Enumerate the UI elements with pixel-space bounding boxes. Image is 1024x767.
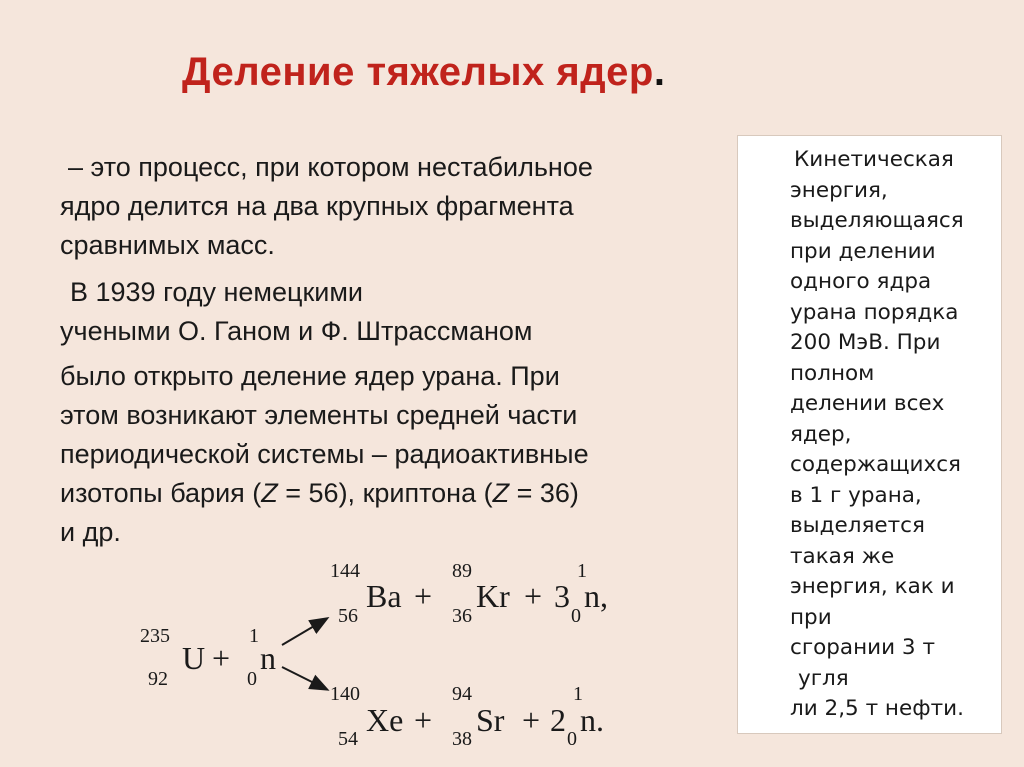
neutron-coef-2: 2 — [550, 702, 566, 738]
plus-sign-2: + — [414, 578, 433, 614]
ba-charge: 56 — [338, 605, 358, 627]
discovery-line-2: этом возникают элементы средней части — [60, 400, 578, 430]
side-line-16: при — [790, 604, 832, 630]
definition-line-2: ядро делится на два крупных фрагмента — [60, 191, 574, 221]
side-line-12: в 1 г урана, — [790, 482, 922, 508]
side-note-box — [737, 135, 1002, 734]
sr-symbol: Sr — [476, 702, 505, 738]
ba-mass: 144 — [330, 560, 360, 582]
n-out-1-charge: 0 — [571, 605, 581, 627]
z-symbol-2: Z — [492, 478, 510, 508]
n-out-2-symbol: n. — [580, 702, 604, 738]
plus-sign-5: + — [522, 702, 541, 738]
n-out-2-charge: 0 — [567, 728, 577, 750]
neutron-coef-1: 3 — [554, 578, 570, 614]
n-in-charge: 0 — [247, 668, 257, 690]
sr-mass: 94 — [452, 683, 472, 705]
isotopes-line — [60, 474, 750, 513]
main-text-block — [60, 148, 750, 552]
side-line-17: сгорании 3 т — [790, 635, 935, 660]
side-line-4: при делении — [790, 238, 936, 264]
u-mass-number: 235 — [140, 625, 170, 647]
plus-sign-3: + — [524, 578, 543, 614]
title-text: Деление тяжелых ядер — [182, 50, 654, 94]
side-line-5: одного ядра — [790, 269, 932, 294]
kr-symbol: Kr — [476, 578, 510, 614]
side-line-1: Кинетическая — [794, 147, 954, 172]
side-line-2: энергия, — [790, 177, 888, 203]
isotopes-mid-1: = 56), криптона ( — [277, 478, 493, 508]
discovery-line-3: периодической системы – радиоактивные — [60, 439, 589, 469]
side-line-9: делении всех — [790, 391, 945, 416]
kr-mass: 89 — [452, 560, 472, 582]
side-line-13: выделяется — [790, 513, 925, 538]
upper-arrow — [282, 619, 326, 645]
z-symbol-1: Z — [261, 478, 278, 508]
side-note-text — [790, 145, 964, 725]
kr-charge: 36 — [452, 605, 472, 627]
isotopes-mid-2: = 36) — [509, 478, 579, 508]
lower-arrow — [282, 667, 326, 689]
u-charge-number: 92 — [148, 668, 168, 690]
u-symbol: U — [182, 640, 206, 676]
plus-sign-4: + — [414, 702, 433, 738]
fission-reaction-equation — [130, 555, 630, 755]
side-line-6: урана порядка — [790, 299, 959, 325]
slide-title — [182, 50, 665, 95]
ba-symbol: Ba — [366, 578, 402, 614]
side-line-19: ли 2,5 т нефти. — [790, 696, 964, 721]
n-out-1-mass: 1 — [577, 560, 587, 582]
xe-symbol: Xe — [366, 702, 404, 738]
n-in-symbol: n — [260, 640, 276, 676]
side-line-8: полном — [790, 360, 875, 386]
definition-line-3: сравнимых масс. — [60, 230, 275, 260]
n-out-2-mass: 1 — [573, 683, 583, 705]
side-line-10: ядер, — [790, 421, 852, 447]
discovery-paragraph — [60, 357, 750, 552]
xe-mass: 140 — [330, 683, 360, 705]
n-out-1-symbol: n, — [584, 578, 608, 614]
history-paragraph — [60, 273, 750, 351]
last-line: и др. — [60, 517, 121, 547]
definition-paragraph — [60, 148, 750, 265]
history-line-1: В 1939 году немецкими — [70, 277, 364, 307]
side-line-11: содержащихся — [790, 452, 961, 477]
title-period: . — [653, 50, 666, 94]
side-line-3: выделяющаяся — [790, 208, 964, 233]
definition-line-1: – это процесс, при котором нестабильное — [68, 152, 593, 182]
discovery-line-1: было открыто деление ядер урана. При — [60, 361, 560, 391]
isotopes-before: изотопы бария ( — [60, 478, 262, 508]
side-line-15: энергия, как и — [790, 574, 955, 599]
n-in-mass: 1 — [249, 625, 259, 647]
side-line-14: такая же — [790, 543, 895, 569]
plus-sign-1: + — [212, 640, 231, 676]
side-line-18: угля — [798, 665, 849, 691]
sr-charge: 38 — [452, 728, 472, 750]
side-line-7: 200 МэВ. При — [790, 330, 941, 355]
history-line-2: учеными О. Ганом и Ф. Штрассманом — [60, 316, 533, 346]
xe-charge: 54 — [338, 728, 358, 750]
